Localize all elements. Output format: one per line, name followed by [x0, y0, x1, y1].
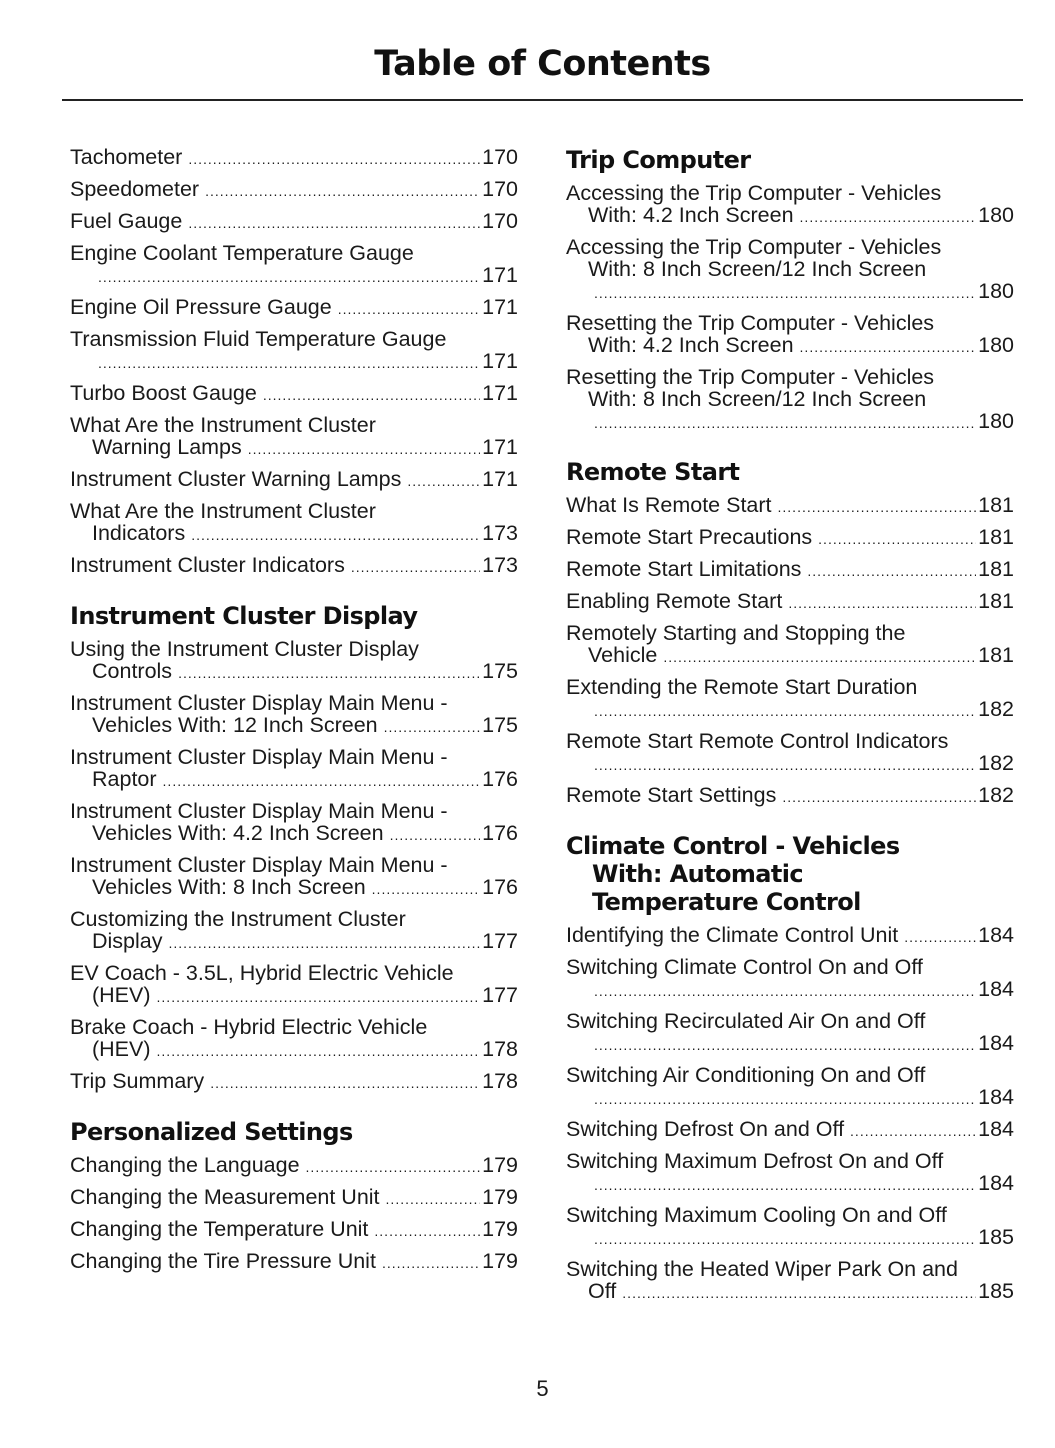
entry-title-line: Switching Recirculated Air On and Off [566, 1009, 926, 1033]
section-heading-line: Remote Start [566, 458, 740, 486]
entry-page-number[interactable]: 176 [482, 767, 518, 791]
section-heading [566, 832, 1014, 916]
entry-page-number[interactable]: 181 [978, 589, 1014, 613]
entry-page-number[interactable]: 182 [978, 751, 1014, 775]
entry-page-number[interactable]: 184 [978, 1031, 1014, 1055]
toc-entry[interactable] [566, 558, 1014, 582]
entry-title-line: Display [92, 929, 163, 953]
entry-page-number[interactable]: 180 [978, 279, 1014, 303]
entry-title-line: Vehicles With: 4.2 Inch Screen [92, 821, 384, 845]
toc-entry[interactable] [566, 956, 1014, 1002]
entry-page-number[interactable]: 171 [482, 263, 518, 287]
entry-leader-line [566, 1032, 1014, 1056]
toc-entry[interactable] [70, 1070, 518, 1094]
entry-leader-line [70, 522, 518, 546]
entry-title-line: EV Coach - 3.5L, Hybrid Electric Vehicle [70, 961, 454, 985]
entry-page-number[interactable]: 176 [482, 821, 518, 845]
toc-section [70, 602, 518, 1094]
entry-leader-line [566, 924, 1014, 948]
toc-entry[interactable] [566, 676, 1014, 722]
toc-entry[interactable] [70, 296, 518, 320]
entry-page-number[interactable]: 181 [978, 557, 1014, 581]
dot-leader [384, 716, 481, 738]
dot-leader [800, 336, 977, 358]
entry-title-line: Indicators [92, 521, 186, 545]
entry-title-line: Turbo Boost Gauge [70, 381, 257, 405]
entry-leader-line [566, 1086, 1014, 1110]
toc-entry[interactable] [70, 382, 518, 406]
entry-page-number[interactable]: 185 [978, 1279, 1014, 1303]
entry-title-line: Remote Start Limitations [566, 557, 802, 581]
toc-entry[interactable] [70, 468, 518, 492]
entry-title-line: Resetting the Trip Computer - Vehicles [566, 311, 935, 335]
toc-section [70, 146, 518, 578]
entry-title-line: Vehicles With: 12 Inch Screen [92, 713, 378, 737]
entry-page-number[interactable]: 178 [482, 1069, 518, 1093]
entry-page-number[interactable]: 176 [482, 875, 518, 899]
toc-entry[interactable] [566, 622, 1014, 668]
toc-entry[interactable] [70, 210, 518, 234]
entry-title-line: (HEV) [92, 1037, 151, 1061]
entry-title-line: Switching Defrost On and Off [566, 1117, 845, 1141]
entry-leader-line [70, 984, 518, 1008]
entry-page-number[interactable]: 179 [482, 1249, 518, 1273]
entry-page-number[interactable]: 175 [482, 659, 518, 683]
entry-page-number[interactable]: 178 [482, 1037, 518, 1061]
entry-page-number[interactable]: 184 [978, 923, 1014, 947]
dot-leader [386, 1188, 481, 1210]
toc-entry[interactable] [566, 924, 1014, 948]
dot-leader [663, 646, 976, 668]
entry-page-number[interactable]: 181 [978, 525, 1014, 549]
toc-entry[interactable] [70, 178, 518, 202]
entry-title-line: Engine Coolant Temperature Gauge [70, 241, 414, 265]
entry-title-line: Remote Start Remote Control Indicators [566, 729, 949, 753]
entry-title-line: Switching Air Conditioning On and Off [566, 1063, 926, 1087]
entry-title-line: Engine Oil Pressure Gauge [70, 295, 332, 319]
entry-page-number[interactable]: 175 [482, 713, 518, 737]
entry-title-line: Instrument Cluster Display Main Menu - [70, 853, 448, 877]
entry-title-line: What Are the Instrument Cluster [70, 499, 376, 523]
dot-leader [390, 824, 481, 846]
entry-title-line: Accessing the Trip Computer - Vehicles [566, 235, 942, 259]
entry-leader-line [70, 822, 518, 846]
entry-page-number[interactable]: 181 [978, 493, 1014, 517]
dot-leader [594, 1088, 976, 1110]
entry-title-line: Changing the Measurement Unit [70, 1185, 380, 1209]
toc-entry[interactable] [566, 1204, 1014, 1250]
toc-entry[interactable] [70, 146, 518, 170]
entry-title-line: Instrument Cluster Warning Lamps [70, 467, 402, 491]
entry-title-line: Instrument Cluster Display Main Menu - [70, 799, 448, 823]
entry-leader-line [70, 436, 518, 460]
dot-leader [788, 592, 976, 614]
dot-leader [169, 932, 481, 954]
entry-leader-line [566, 698, 1014, 722]
entry-title-line: Switching Climate Control On and Off [566, 955, 923, 979]
entry-leader-line [70, 930, 518, 954]
entry-page-number[interactable]: 181 [978, 643, 1014, 667]
entry-leader-line [566, 410, 1014, 434]
toc-column-right [566, 146, 1014, 1308]
entry-page-number[interactable]: 170 [482, 177, 518, 201]
entry-leader-line [566, 558, 1014, 582]
entry-title-line: Changing the Tire Pressure Unit [70, 1249, 376, 1273]
entry-title-line: Customizing the Instrument Cluster [70, 907, 406, 931]
dot-leader [178, 662, 480, 684]
entry-title-line: Tachometer [70, 145, 183, 169]
entry-page-number[interactable]: 180 [978, 409, 1014, 433]
dot-leader [800, 206, 977, 228]
dot-leader [372, 878, 480, 900]
dot-leader [407, 470, 480, 492]
entry-title-line: Warning Lamps [92, 435, 242, 459]
entry-page-number[interactable]: 180 [978, 203, 1014, 227]
entry-leader-line [70, 876, 518, 900]
dot-leader [210, 1072, 480, 1094]
entry-leader-line [70, 468, 518, 492]
toc-entry[interactable] [70, 1218, 518, 1242]
entry-title-line: Vehicles With: 8 Inch Screen [92, 875, 366, 899]
entry-title-line: Extending the Remote Start Duration [566, 675, 918, 699]
page-title: Table of Contents [374, 44, 711, 84]
toc-entry[interactable] [566, 1150, 1014, 1196]
entry-page-number[interactable]: 184 [978, 1085, 1014, 1109]
dot-leader [191, 524, 480, 546]
entry-title-line: Identifying the Climate Control Unit [566, 923, 899, 947]
section-heading [70, 1118, 518, 1146]
section-heading [566, 146, 1014, 174]
entry-leader-line [566, 334, 1014, 358]
entry-leader-line [70, 660, 518, 684]
toc-entry[interactable] [566, 1010, 1014, 1056]
toc-entry[interactable] [566, 312, 1014, 358]
section-heading-line: Climate Control - Vehicles [566, 832, 900, 860]
toc-entry[interactable] [566, 590, 1014, 614]
dot-leader [306, 1156, 481, 1178]
entry-leader-line [70, 382, 518, 406]
entry-leader-line [566, 494, 1014, 518]
dot-leader [594, 412, 976, 434]
dot-leader [382, 1252, 480, 1274]
entry-page-number[interactable]: 184 [978, 1171, 1014, 1195]
entry-title-line: With: 4.2 Inch Screen [588, 333, 794, 357]
entry-leader-line [566, 1172, 1014, 1196]
entry-title-line: With: 8 Inch Screen/12 Inch Screen [588, 387, 927, 411]
dot-leader [594, 1174, 976, 1196]
dot-leader [338, 298, 480, 320]
entry-leader-line [70, 1070, 518, 1094]
entry-page-number[interactable]: 173 [482, 521, 518, 545]
entry-leader-line [70, 1250, 518, 1274]
entry-leader-line [566, 784, 1014, 808]
toc-entry[interactable] [70, 414, 518, 460]
toc-entry[interactable] [70, 1154, 518, 1178]
dot-leader [248, 438, 480, 460]
toc-section [566, 458, 1014, 808]
toc-entry[interactable] [566, 494, 1014, 518]
entry-leader-line [566, 590, 1014, 614]
dot-leader [850, 1120, 976, 1142]
entry-page-number[interactable]: 171 [482, 467, 518, 491]
entry-title-line: Remotely Starting and Stopping the [566, 621, 906, 645]
entry-leader-line [566, 204, 1014, 228]
entry-page-number[interactable]: 170 [482, 209, 518, 233]
entry-page-number[interactable]: 179 [482, 1153, 518, 1177]
dot-leader [157, 986, 481, 1008]
dot-leader [594, 980, 976, 1002]
dot-leader [188, 212, 480, 234]
dot-leader [98, 352, 480, 374]
entry-title-line: Switching Maximum Defrost On and Off [566, 1149, 944, 1173]
dot-leader [594, 700, 976, 722]
entry-title-line: With: 8 Inch Screen/12 Inch Screen [588, 257, 927, 281]
dot-leader [263, 384, 480, 406]
entry-page-number[interactable]: 177 [482, 983, 518, 1007]
dot-leader [374, 1220, 480, 1242]
entry-title-line: What Are the Instrument Cluster [70, 413, 376, 437]
entry-page-number[interactable]: 179 [482, 1185, 518, 1209]
entry-leader-line [70, 768, 518, 792]
title-divider [62, 99, 1023, 101]
entry-leader-line [566, 1226, 1014, 1250]
entry-leader-line [70, 178, 518, 202]
dot-leader [818, 528, 976, 550]
dot-leader [782, 786, 976, 808]
entry-title-line: Accessing the Trip Computer - Vehicles [566, 181, 942, 205]
toc-entry[interactable] [566, 730, 1014, 776]
toc-entry[interactable] [566, 784, 1014, 808]
toc-entry[interactable] [566, 526, 1014, 550]
entry-leader-line [566, 526, 1014, 550]
toc-section [566, 832, 1014, 1304]
entry-leader-line [566, 752, 1014, 776]
toc-entry[interactable] [70, 1186, 518, 1210]
dot-leader [163, 770, 481, 792]
toc-entry[interactable] [70, 692, 518, 738]
dot-leader [807, 560, 976, 582]
dot-leader [351, 556, 480, 578]
entry-title-line: Speedometer [70, 177, 200, 201]
entry-title-line: What Is Remote Start [566, 493, 772, 517]
entry-leader-line [70, 1186, 518, 1210]
toc-entry[interactable] [70, 1016, 518, 1062]
entry-leader-line [70, 350, 518, 374]
dot-leader [904, 926, 976, 948]
section-heading-line: Trip Computer [566, 146, 751, 174]
entry-title-line: Instrument Cluster Indicators [70, 553, 345, 577]
entry-page-number[interactable]: 170 [482, 145, 518, 169]
entry-page-number[interactable]: 180 [978, 333, 1014, 357]
entry-title-line: Instrument Cluster Display Main Menu - [70, 745, 448, 769]
entry-title-line: Raptor [92, 767, 157, 791]
toc-entry[interactable] [70, 1250, 518, 1274]
dot-leader [594, 282, 976, 304]
toc-entry[interactable] [566, 1064, 1014, 1110]
section-heading-line: Temperature Control [592, 888, 861, 916]
entry-page-number[interactable]: 173 [482, 553, 518, 577]
dot-leader [205, 180, 480, 202]
toc-entry[interactable] [70, 328, 518, 374]
entry-title-line: Off [588, 1279, 617, 1303]
toc-entry[interactable] [566, 366, 1014, 434]
entry-leader-line [70, 554, 518, 578]
entry-page-number[interactable]: 171 [482, 295, 518, 319]
toc-entry[interactable] [566, 1258, 1014, 1304]
toc-entry[interactable] [70, 242, 518, 288]
entry-page-number[interactable]: 184 [978, 1117, 1014, 1141]
section-heading [566, 458, 1014, 486]
toc-entry[interactable] [70, 800, 518, 846]
entry-title-line: Using the Instrument Cluster Display [70, 637, 419, 661]
entry-leader-line [566, 978, 1014, 1002]
entry-title-line: Controls [92, 659, 173, 683]
dot-leader [188, 148, 480, 170]
entry-page-number[interactable]: 182 [978, 783, 1014, 807]
section-heading-line: With: Automatic [592, 860, 803, 888]
dot-leader [98, 266, 480, 288]
entry-leader-line [70, 264, 518, 288]
entry-title-line: Changing the Temperature Unit [70, 1217, 369, 1241]
entry-title-line: Changing the Language [70, 1153, 300, 1177]
toc-entry[interactable] [70, 962, 518, 1008]
entry-title-line: Remote Start Precautions [566, 525, 813, 549]
toc-entry[interactable] [70, 908, 518, 954]
entry-title-line: Switching Maximum Cooling On and Off [566, 1203, 947, 1227]
entry-leader-line [70, 1218, 518, 1242]
entry-title-line: Brake Coach - Hybrid Electric Vehicle [70, 1015, 428, 1039]
section-heading-line: Personalized Settings [70, 1118, 353, 1146]
toc-section [70, 1118, 518, 1274]
entry-page-number[interactable]: 177 [482, 929, 518, 953]
entry-title-line: Instrument Cluster Display Main Menu - [70, 691, 448, 715]
toc-entry[interactable] [566, 182, 1014, 228]
entry-title-line: Switching the Heated Wiper Park On and [566, 1257, 958, 1281]
dot-leader [594, 1228, 976, 1250]
entry-title-line: Remote Start Settings [566, 783, 777, 807]
toc-entry[interactable] [70, 746, 518, 792]
entry-leader-line [566, 280, 1014, 304]
page-number: 5 [536, 1376, 549, 1401]
entry-page-number[interactable]: 171 [482, 381, 518, 405]
dot-leader [157, 1040, 481, 1062]
toc-entry[interactable] [566, 1118, 1014, 1142]
toc-entry[interactable] [70, 500, 518, 546]
entry-leader-line [70, 1154, 518, 1178]
entry-leader-line [70, 210, 518, 234]
entry-title-line: Resetting the Trip Computer - Vehicles [566, 365, 935, 389]
entry-leader-line [70, 714, 518, 738]
entry-page-number[interactable]: 171 [482, 435, 518, 459]
entry-leader-line [70, 146, 518, 170]
section-heading [70, 602, 518, 630]
entry-title-line: (HEV) [92, 983, 151, 1007]
entry-title-line: Vehicle [588, 643, 658, 667]
entry-page-number[interactable]: 171 [482, 349, 518, 373]
entry-leader-line [566, 1118, 1014, 1142]
dot-leader [622, 1282, 976, 1304]
toc-entry[interactable] [566, 236, 1014, 304]
section-heading-line: Instrument Cluster Display [70, 602, 418, 630]
entry-page-number[interactable]: 182 [978, 697, 1014, 721]
entry-leader-line [70, 296, 518, 320]
entry-title-line: Trip Summary [70, 1069, 205, 1093]
dot-leader [778, 496, 977, 518]
entry-leader-line [70, 1038, 518, 1062]
entry-page-number[interactable]: 184 [978, 977, 1014, 1001]
entry-leader-line [566, 1280, 1014, 1304]
entry-leader-line [566, 644, 1014, 668]
toc-entry[interactable] [70, 854, 518, 900]
dot-leader [594, 754, 976, 776]
entry-title-line: Enabling Remote Start [566, 589, 783, 613]
entry-page-number[interactable]: 185 [978, 1225, 1014, 1249]
toc-entry[interactable] [70, 638, 518, 684]
toc-section [566, 146, 1014, 434]
entry-title-line: With: 4.2 Inch Screen [588, 203, 794, 227]
toc-entry[interactable] [70, 554, 518, 578]
entry-page-number[interactable]: 179 [482, 1217, 518, 1241]
toc-column-left [70, 146, 518, 1278]
dot-leader [594, 1034, 976, 1056]
entry-title-line: Transmission Fluid Temperature Gauge [70, 327, 447, 351]
entry-title-line: Fuel Gauge [70, 209, 183, 233]
